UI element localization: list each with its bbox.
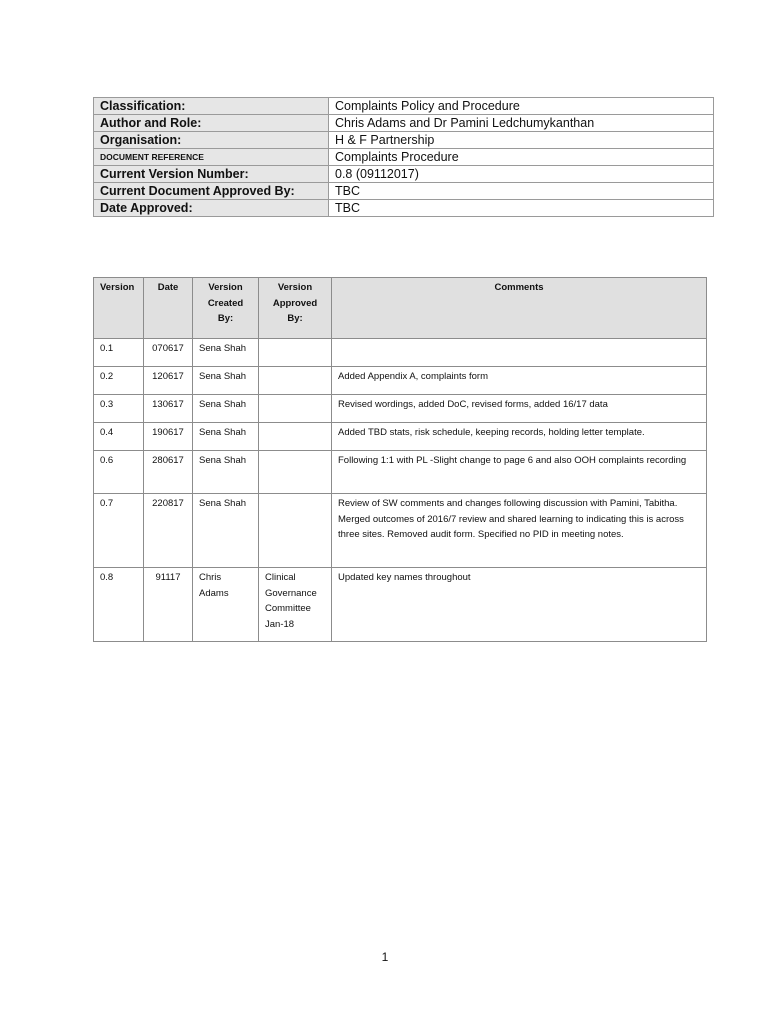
row-approved-by	[259, 451, 332, 494]
row-version: 0.7	[94, 494, 144, 568]
row-version: 0.3	[94, 395, 144, 423]
row-version: 0.6	[94, 451, 144, 494]
row-comments: Revised wordings, added DoC, revised forms, added 16/17 data	[332, 395, 707, 423]
row-comments: Added Appendix A, complaints form	[332, 367, 707, 395]
row-comments	[332, 339, 707, 367]
row-approved-by	[259, 423, 332, 451]
row-date: 120617	[144, 367, 193, 395]
docref-row	[94, 149, 714, 166]
approved-by-label: Current Document Approved By:	[94, 183, 329, 200]
history-header-row	[94, 278, 707, 339]
row-created-by: Sena Shah	[193, 339, 259, 367]
row-version: 0.8	[94, 568, 144, 642]
page-number: 1	[381, 950, 389, 964]
row-approved-by	[259, 367, 332, 395]
header-date: Date	[144, 278, 193, 339]
docref-label: DOCUMENT REFERENCE	[94, 149, 329, 166]
version-label: Current Version Number:	[94, 166, 329, 183]
row-date: 130617	[144, 395, 193, 423]
row-created-by: Chris Adams	[193, 568, 259, 642]
row-version: 0.4	[94, 423, 144, 451]
header-approved-by: Version Approved By:	[259, 278, 332, 339]
version-value: 0.8 (09112017)	[329, 166, 714, 183]
row-approved-by	[259, 494, 332, 568]
version-history-table	[93, 277, 707, 642]
row-date: 91117	[144, 568, 193, 642]
classification-label: Classification:	[94, 98, 329, 115]
organisation-row	[94, 132, 714, 149]
date-approved-row	[94, 200, 714, 217]
row-version: 0.2	[94, 367, 144, 395]
row-created-by: Sena Shah	[193, 423, 259, 451]
table-row	[94, 367, 707, 395]
row-approved-by: Clinical Governance Committee Jan-18	[259, 568, 332, 642]
approved-by-value: TBC	[329, 183, 714, 200]
table-row	[94, 568, 707, 642]
table-row	[94, 395, 707, 423]
classification-row	[94, 98, 714, 115]
classification-value: Complaints Policy and Procedure	[329, 98, 714, 115]
row-date: 220817	[144, 494, 193, 568]
organisation-label: Organisation:	[94, 132, 329, 149]
row-created-by: Sena Shah	[193, 451, 259, 494]
author-value: Chris Adams and Dr Pamini Ledchumykanthan	[329, 115, 714, 132]
author-label: Author and Role:	[94, 115, 329, 132]
version-row	[94, 166, 714, 183]
row-created-by: Sena Shah	[193, 494, 259, 568]
docref-value: Complaints Procedure	[329, 149, 714, 166]
row-created-by: Sena Shah	[193, 367, 259, 395]
row-version: 0.1	[94, 339, 144, 367]
header-version: Version	[94, 278, 144, 339]
row-approved-by	[259, 395, 332, 423]
row-created-by: Sena Shah	[193, 395, 259, 423]
table-row	[94, 494, 707, 568]
approved-by-row	[94, 183, 714, 200]
document-metadata-table	[93, 97, 714, 217]
row-comments: Added TBD stats, risk schedule, keeping records, holding letter template.	[332, 423, 707, 451]
table-row	[94, 451, 707, 494]
date-approved-value: TBC	[329, 200, 714, 217]
row-date: 070617	[144, 339, 193, 367]
row-date: 190617	[144, 423, 193, 451]
row-comments: Updated key names throughout	[332, 568, 707, 642]
row-comments: Review of SW comments and changes following discussion with Pamini, Tabitha. Merged outcomes of 2016/7 review and shared learning to indicating this is across three sites. Removed audit form. Specified no PID in meeting notes.	[332, 494, 707, 568]
date-approved-label: Date Approved:	[94, 200, 329, 217]
row-approved-by	[259, 339, 332, 367]
organisation-value: H & F Partnership	[329, 132, 714, 149]
author-row	[94, 115, 714, 132]
table-row	[94, 339, 707, 367]
table-row	[94, 423, 707, 451]
row-date: 280617	[144, 451, 193, 494]
header-created-by: Version Created By:	[193, 278, 259, 339]
header-comments: Comments	[332, 278, 707, 339]
row-comments: Following 1:1 with PL -Slight change to page 6 and also OOH complaints recording	[332, 451, 707, 494]
